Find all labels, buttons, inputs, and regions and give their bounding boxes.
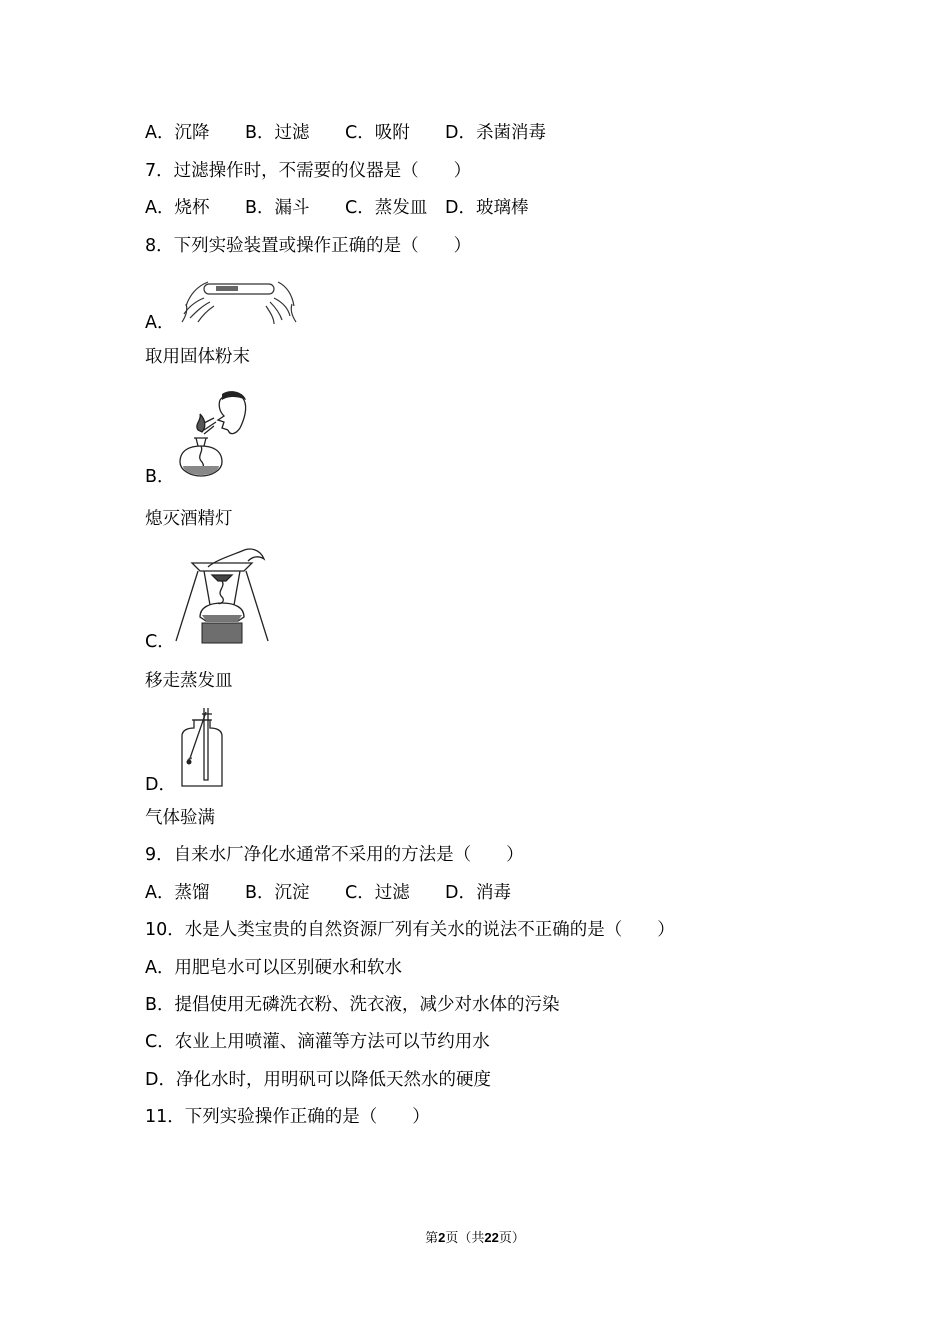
- q10-option-a: A．用肥皂水可以区别硬水和软水: [145, 958, 402, 978]
- q8-stem: 8．下列实验装置或操作正确的是（ ）: [145, 236, 472, 256]
- q6-options-row: [145, 121, 546, 145]
- q8-option-d-caption: 气体验满: [145, 808, 215, 828]
- q7-options-row: [145, 196, 528, 220]
- q8-option-c-letter: C．: [145, 632, 175, 652]
- q9-option-a: A．蒸馏: [145, 883, 210, 903]
- q8-option-a-caption: 取用固体粉末: [145, 347, 250, 367]
- q8-option-d-letter: D．: [145, 775, 176, 795]
- q7-option-a: A．烧杯: [145, 198, 210, 218]
- blow-alcohol-lamp-figure: [174, 390, 252, 480]
- gas-bottle-figure: [172, 706, 232, 790]
- q7-option-b: B．漏斗: [245, 198, 310, 218]
- q8-option-a-letter: A．: [145, 313, 175, 333]
- q6-option-c: C．吸附: [345, 123, 410, 143]
- q10-option-b: B．提倡使用无磷洗衣粉、洗衣液，减少对水体的污染: [145, 995, 560, 1015]
- q10-stem: 10．水是人类宝贵的自然资源厂列有关水的说法不正确的是（ ）: [145, 920, 675, 940]
- evaporating-dish-tripod-figure: [172, 545, 272, 645]
- q7-option-d: D．玻璃棒: [445, 198, 529, 218]
- footer-prefix: 第: [425, 1231, 439, 1246]
- q8-option-b-letter: B．: [145, 467, 175, 487]
- q11-stem: 11．下列实验操作正确的是（ ）: [145, 1107, 430, 1127]
- q9-stem: 9．自来水厂净化水通常不采用的方法是（ ）: [145, 845, 524, 865]
- q7-stem: 7．过滤操作时，不需要的仪器是（ ）: [145, 161, 472, 181]
- footer-page-number: 2: [438, 1230, 446, 1245]
- footer-total-pages: 22: [484, 1230, 499, 1245]
- q7-option-c: C．蒸发皿: [345, 198, 428, 218]
- q6-option-a: A．沉降: [145, 123, 210, 143]
- q9-option-c: C．过滤: [345, 883, 410, 903]
- q8-option-b-caption: 熄灭酒精灯: [145, 509, 233, 529]
- test-tube-hands-figure: [178, 272, 300, 328]
- footer-mid: 页（共: [445, 1231, 485, 1246]
- q10-option-d: D．净化水时，用明矾可以降低天然水的硬度: [145, 1070, 491, 1090]
- q10-option-c: C．农业上用喷灌、滴灌等方法可以节约用水: [145, 1032, 490, 1052]
- q9-option-d: D．消毒: [445, 883, 511, 903]
- q9-option-b: B．沉淀: [245, 883, 310, 903]
- q6-option-d: D．杀菌消毒: [445, 123, 546, 143]
- page-footer: [0, 1227, 950, 1246]
- q6-option-b: B．过滤: [245, 123, 310, 143]
- q9-options-row: [145, 881, 511, 905]
- footer-suffix: 页）: [498, 1231, 525, 1246]
- q8-option-c-caption: 移走蒸发皿: [145, 671, 233, 691]
